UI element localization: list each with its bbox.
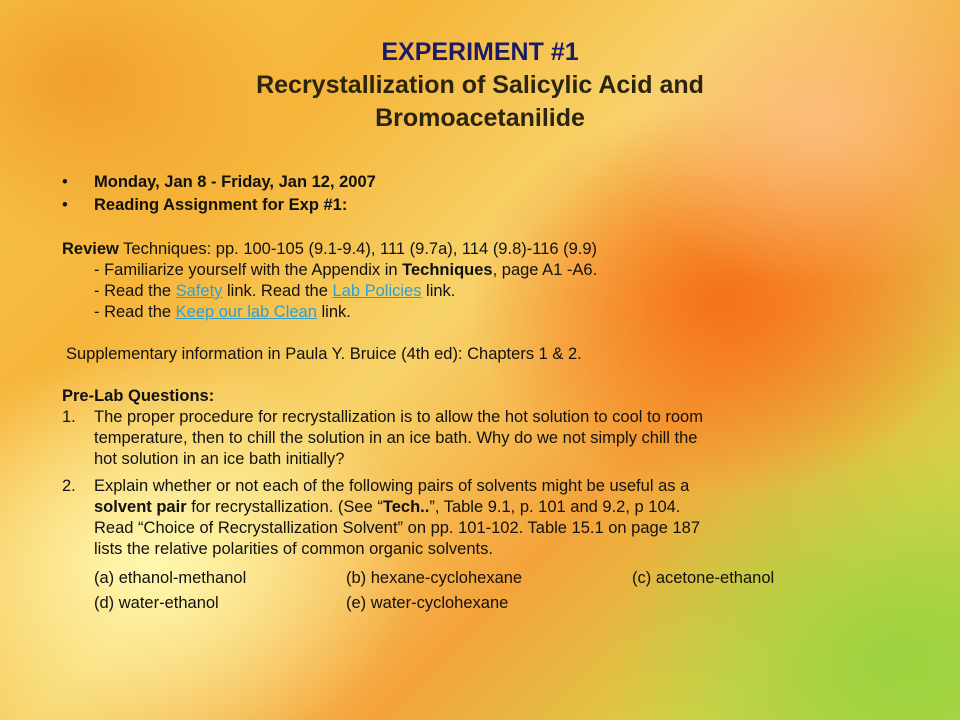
title-line-2: Recrystallization of Salicylic Acid and [256,71,704,99]
title-line-3: Bromoacetanilide [375,104,585,132]
q2-line-1: Explain whether or not each of the following pairs of solvents might be useful as a [94,477,690,495]
question-2-number: 2. [62,477,76,495]
q2-line-4: lists the relative polarities of common organic solvents. [94,540,493,558]
supplementary-info: Supplementary information in Paula Y. Bruice (4th ed): Chapters 1 & 2. [66,345,582,363]
question-1-number: 1. [62,408,76,426]
slide-body [62,172,902,614]
review-text: Techniques: pp. 100-105 (9.1-9.4), 111 (9.7a), 114 (9.8)-116 (9.9) [118,240,598,258]
review-item-appendix [62,260,902,281]
q1-line-2: temperature, then to chill the solution in an ice bath. Why do we not simply chill the [94,429,698,447]
review-item2-pre: - Read the [94,282,176,300]
choice-e: (e) water-cyclohexane [346,594,509,612]
choice-b: (b) hexane-cyclohexane [346,569,523,587]
q2-line-2-post: ”, Table 9.1, p. 101 and 9.2, p 104. [429,498,681,516]
choice-c: (c) acetone-ethanol [632,569,775,587]
review-label: Review [62,240,119,258]
review-item1-post: , page A1 -A6. [492,261,598,279]
title-line-1: EXPERIMENT #1 [381,38,579,66]
solvent-choices [62,568,902,614]
review-item2-post: link. [421,282,456,300]
review-line [62,239,902,260]
q2-line-2-mid: for recrystallization. (See “ [186,498,383,516]
q1-line-1: The proper procedure for recrystallization is to allow the hot solution to cool to room [94,408,703,426]
slide-title [120,36,840,135]
review-item3-post: link. [316,303,351,321]
keep-lab-clean-link[interactable]: Keep our lab Clean [175,303,317,321]
tech-term: Tech.. [382,498,430,516]
choice-d: (d) water-ethanol [94,594,219,612]
q1-line-3: hot solution in an ice bath initially? [94,450,345,468]
question-2 [62,476,902,560]
solvent-pair-term: solvent pair [94,498,187,516]
review-item1-pre: - Familiarize yourself with the Appendix in [94,261,403,279]
review-item3-pre: - Read the [94,303,176,321]
bullet-reading: • Reading Assignment for Exp #1: [62,195,902,216]
question-1 [62,407,902,470]
review-item2-mid: link. Read the [222,282,333,300]
safety-link[interactable]: Safety [175,282,223,300]
q2-line-3: Read “Choice of Recrystallization Solvent” on pp. 101-102. Table 15.1 on page 187 [94,519,701,537]
review-item1-bold: Techniques [402,261,493,279]
review-item-clean [62,302,902,323]
review-item-links [62,281,902,302]
lab-policies-link[interactable]: Lab Policies [332,282,422,300]
choice-a: (a) ethanol-methanol [94,569,247,587]
q2-line-2 [94,497,902,518]
prelab-heading: Pre-Lab Questions: [62,387,215,405]
bullet-dates: • Monday, Jan 8 - Friday, Jan 12, 2007 [62,172,902,193]
